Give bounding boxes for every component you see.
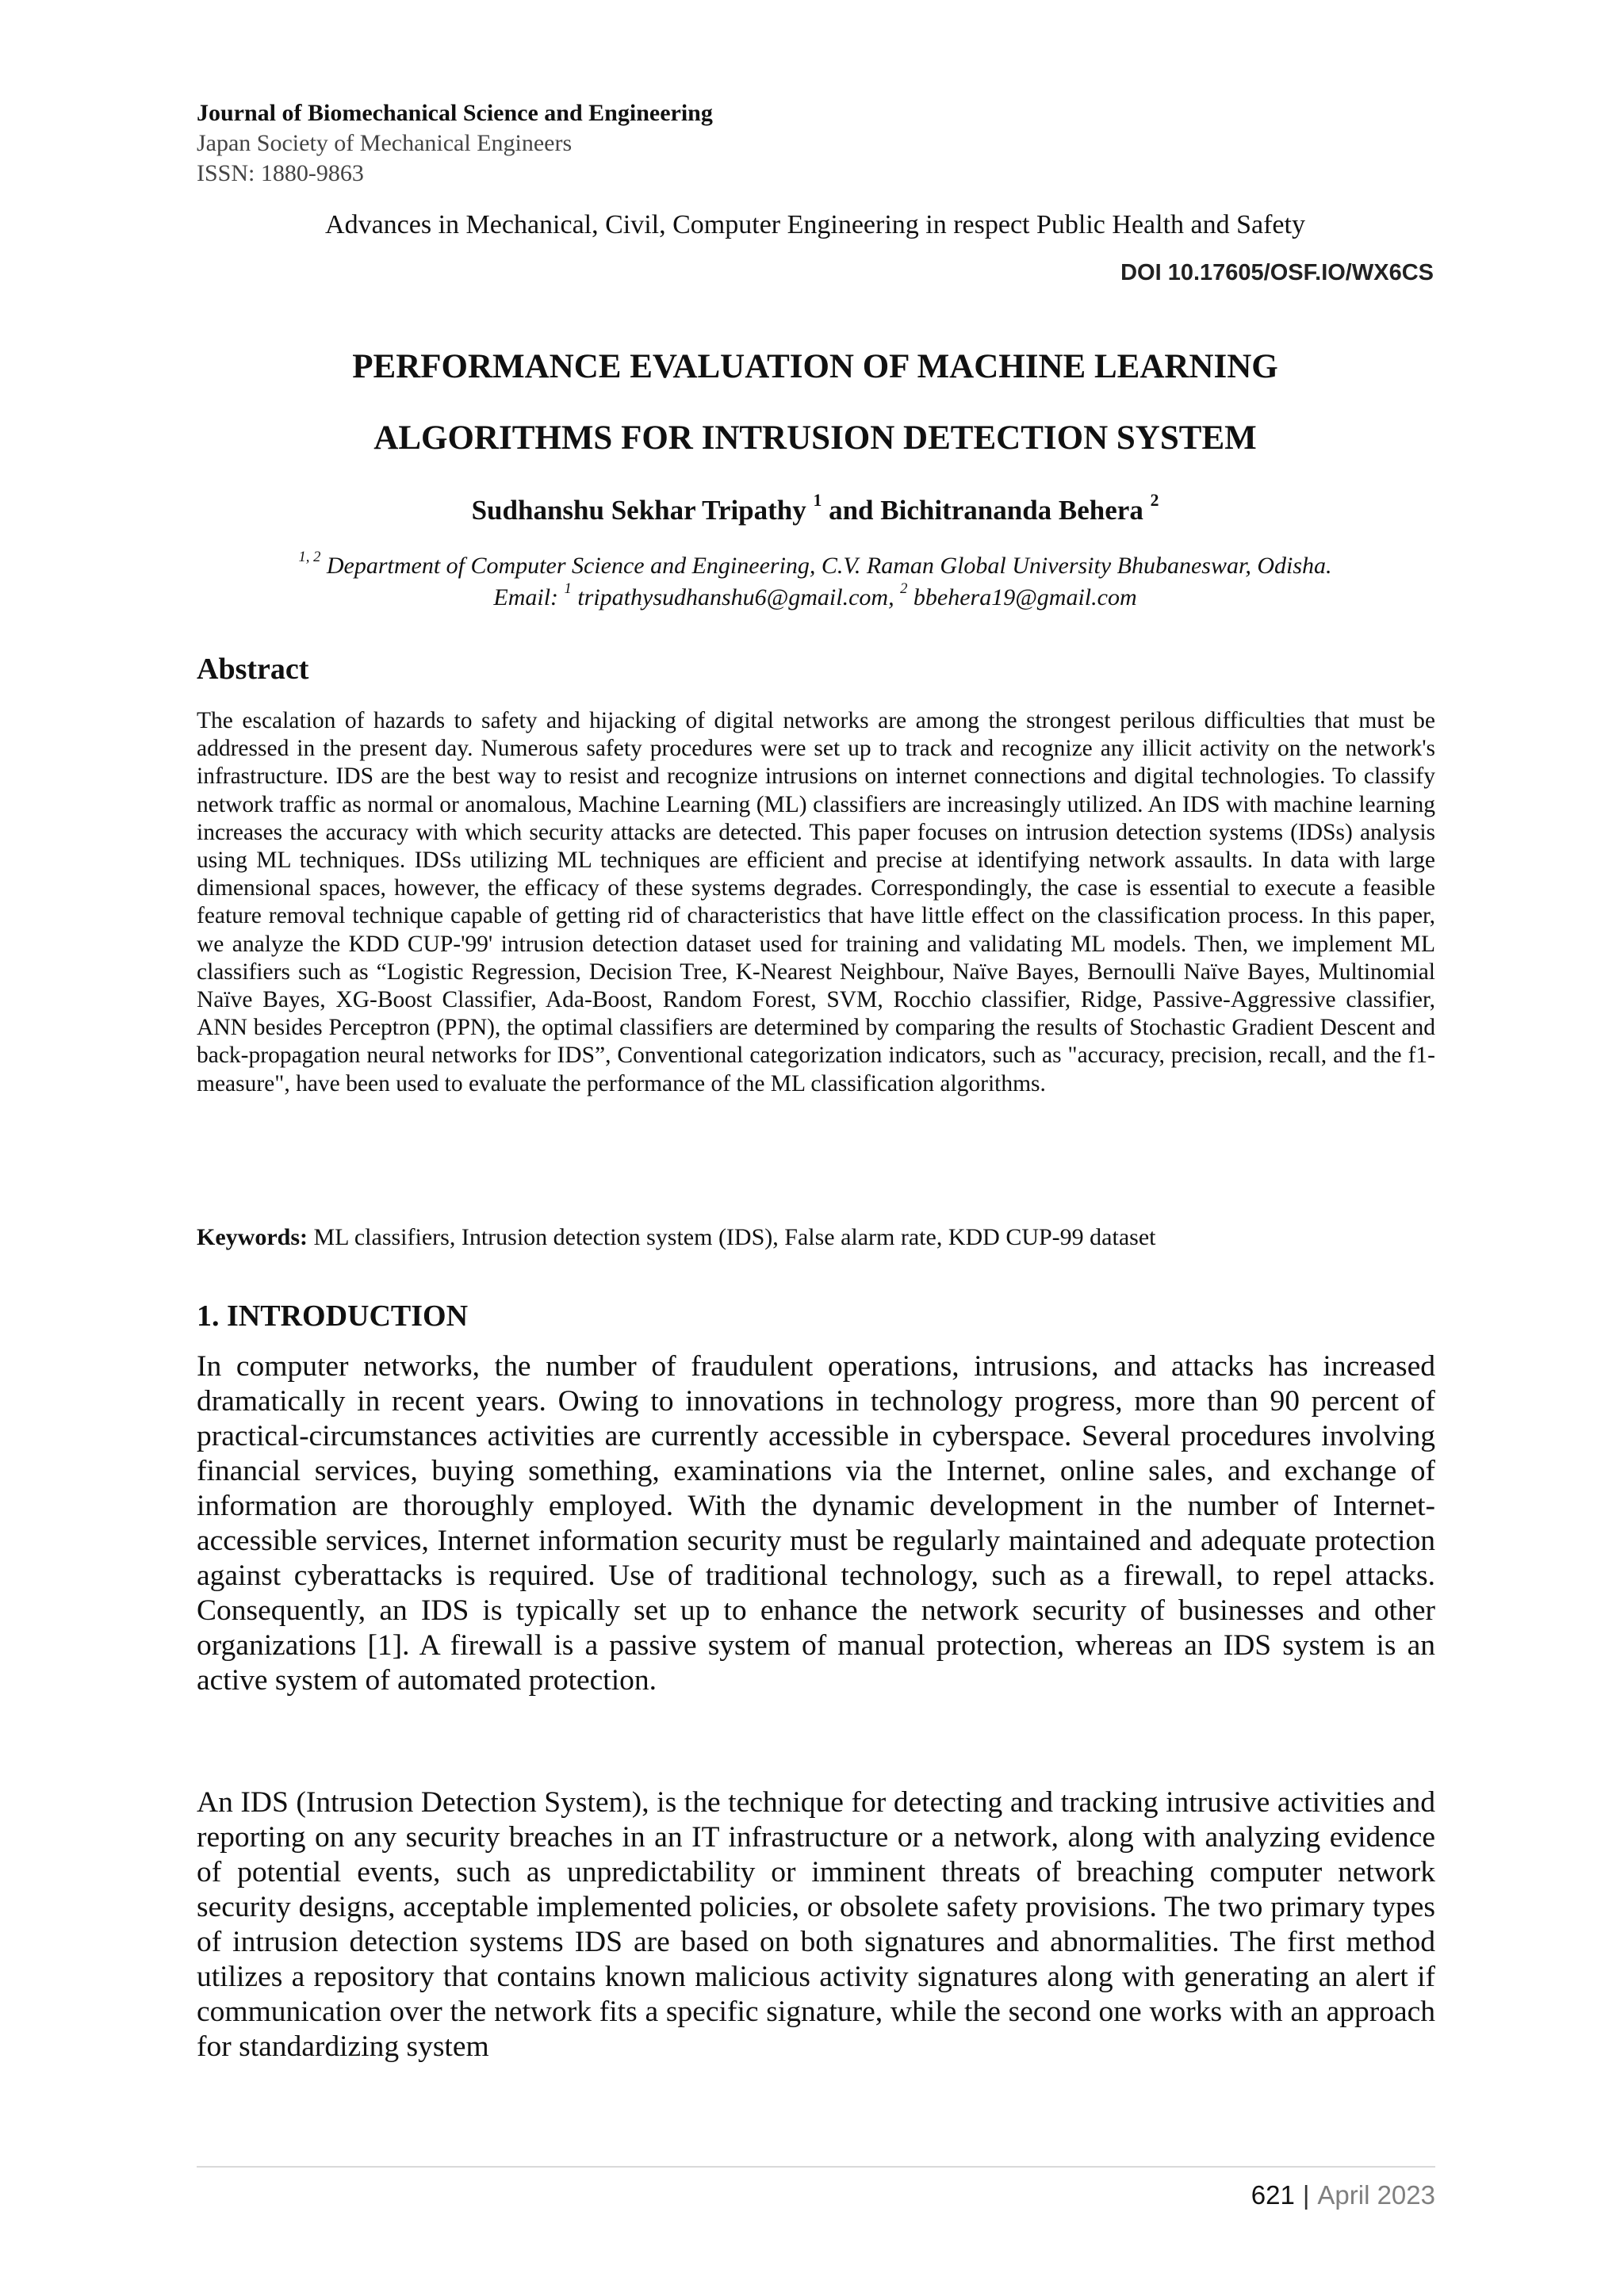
page-number: 621 — [1251, 2180, 1295, 2210]
author-list — [197, 492, 1434, 530]
author-1: Sudhanshu Sekhar Tripathy — [471, 495, 806, 526]
journal-header — [197, 98, 1434, 189]
keywords-line — [197, 1223, 1435, 1253]
footer-divider — [197, 2166, 1435, 2168]
journal-society: Japan Society of Mechanical Engineers — [197, 130, 573, 156]
abstract-body: The escalation of hazards to safety and hijacking of digital networks are among the strongest perilous difficulties that must be addressed in the present day. Numerous safety procedures were set up to track and recognize any illicit activity on the network's infrastructure. IDS are the best way to resist and recognize intrusions on internet connections and digital technologies. To classify network traffic as normal or anomalous, Machine Learning (ML) classifiers are increasingly utilized. An IDS with machine learning increases the accuracy with which security attacks are detected. This paper focuses on intrusion detection systems (IDSs) analysis using ML techniques. IDSs utilizing ML techniques are efficient and precise at identifying network assaults. In data with large dimensional spaces, however, the efficacy of these systems degrades. Correspondingly, the case is essential to execute a feasible feature removal technique capable of getting rid of characteristics that have little effect on the classification process. In this paper, we analyze the KDD CUP-'99' intrusion detection dataset used for training and validating ML models. Then, we implement ML classifiers such as “Logistic Regression, Decision Tree, K-Nearest Neighbour, Naïve Bayes, Bernoulli Naïve Bayes, Multinomial Naïve Bayes, XG-Boost Classifier, Ada-Boost, Random Forest, SVM, Rocchio classifier, Ridge, Passive-Aggressive classifier, ANN besides Perceptron (PPN), the optimal classifiers are determined by comparing the results of Stochastic Gradient Descent and back-propagation neural networks for IDS”, Conventional categorization indicators, such as "accuracy, precision, recall, and the f1-measure", have been used to evaluate the performance of the ML classification algorithms. — [197, 708, 1435, 1096]
doi-value[interactable]: 10.17605/OSF.IO/WX6CS — [1167, 260, 1434, 285]
journal-issn: ISSN: 1880-9863 — [197, 160, 364, 186]
footer-date: April 2023 — [1317, 2180, 1435, 2210]
introduction-paragraph-2: An IDS (Intrusion Detection System), is the technique for detecting and tracking intrusive activities and reporting on any security breaches in an IT infrastructure or a network, along with analyzing evidence of potential events, such as unpredictability or imminent threats of breaching computer network security designs, acceptable implemented policies, or obsolete safety provisions. The two primary types of intrusion detection systems IDS are based on both signatures and abnormalities. The first method utilizes a repository that contains known malicious activity signatures along with generating an alert if communication over the network fits a specific signature, while the second one works with an approach for standardizing system — [197, 1786, 1435, 2063]
introduction-heading: 1. INTRODUCTION — [197, 1299, 469, 1333]
paper-title-line-2: ALGORITHMS FOR INTRUSION DETECTION SYSTEM — [373, 419, 1257, 457]
affiliation-mark: 1, 2 — [298, 549, 321, 566]
author-connector: and — [829, 495, 874, 526]
footer-separator: | — [1302, 2180, 1310, 2210]
author-1-affiliation-mark: 1 — [813, 491, 822, 511]
email-2[interactable]: bbehera19@gmail.com — [913, 584, 1137, 610]
doi-label: DOI — [1120, 260, 1162, 285]
author-2-affiliation-mark: 2 — [1150, 491, 1159, 511]
email-2-mark: 2 — [900, 580, 908, 598]
affiliation-email-line — [197, 582, 1434, 614]
keywords-label: Keywords: — [197, 1224, 308, 1250]
series-title: Advances in Mechanical, Civil, Computer Engineering in respect Public Health and Safety — [325, 210, 1305, 239]
affiliation-department: Department of Computer Science and Engineering, C.V. Raman Global University Bhubaneswar, Odisha. — [326, 553, 1332, 579]
author-2: Bichitrananda Behera — [880, 495, 1143, 526]
email-1-mark: 1 — [564, 580, 572, 598]
email-label: Email: — [493, 584, 559, 610]
email-1[interactable]: tripathysudhanshu6@gmail.com, — [577, 584, 894, 610]
affiliation-department-line — [197, 550, 1434, 582]
journal-name: Journal of Biomechanical Science and Engineering — [197, 100, 713, 126]
doi[interactable] — [1120, 258, 1434, 287]
keywords-text: ML classifiers, Intrusion detection system (IDS), False alarm rate, KDD CUP-99 dataset — [313, 1224, 1156, 1250]
introduction-paragraph-1: In computer networks, the number of fraudulent operations, intrusions, and attacks has increased dramatically in recent years. Owing to innovations in technology progress, more than 90 percent of practical-circumstances activities are currently accessible in cyberspace. Several procedures involving financial services, buying something, examinations via the Internet, online sales, and exchange of information are thoroughly employed. With the dynamic development in the number of Internet-accessible services, Internet information security must be regularly maintained and adequate protection against cyberattacks is required. Use of traditional technology, such as a firewall, to repel attacks. Consequently, an IDS is typically set up to enhance the network security of businesses and other organizations [1]. A firewall is a passive system of manual protection, whereas an IDS system is an active system of automated protection. — [197, 1350, 1435, 1697]
paper-title — [197, 331, 1434, 474]
paper-title-line-1: PERFORMANCE EVALUATION OF MACHINE LEARNING — [352, 348, 1278, 385]
affiliation-block — [197, 550, 1434, 614]
abstract-heading: Abstract — [197, 652, 309, 686]
page-footer — [1251, 2179, 1435, 2212]
